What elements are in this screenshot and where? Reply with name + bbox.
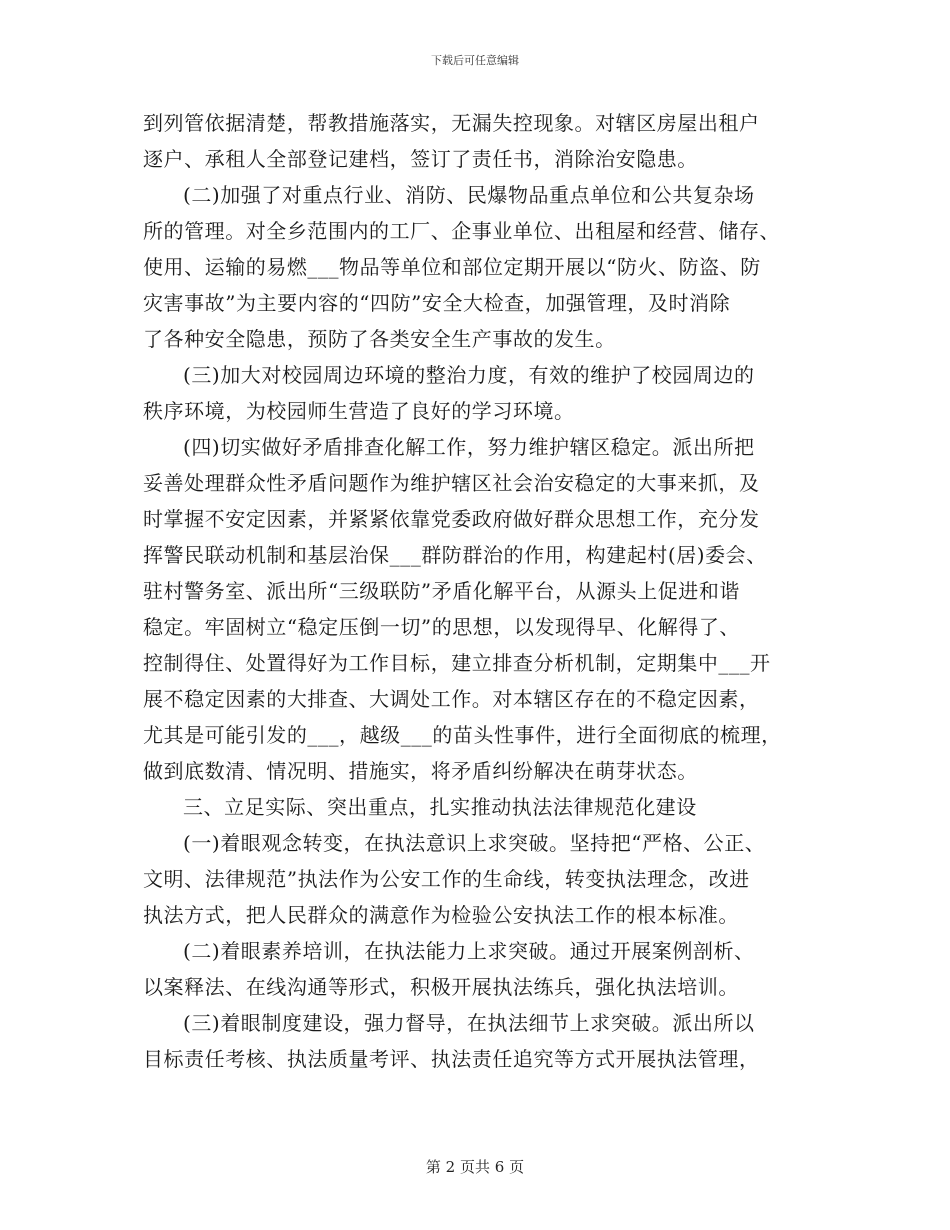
text-line: (二)加强了对重点行业、消防、民爆物品重点单位和公共复杂场 [183,183,755,207]
text-line: 逐户、承租人全部登记建档，签订了责任书，消除治安隐患。 [143,147,698,171]
text-line: 妥善处理群众性矛盾问题作为维护辖区社会治安稳定的大事来抓，及 [143,471,760,495]
text-line: 目标责任考核、执法质量考评、执法责任追究等方式开展执法管理， [143,1047,760,1071]
text-line: 挥警民联动机制和基层治保___群防群治的作用，构建起村(居)委会、 [143,543,767,567]
text-line: (三)着眼制度建设，强力督导，在执法细节上求突破。派出所以 [183,1011,755,1035]
page-header: 下载后可任意编辑 [431,54,519,67]
text-line: 到列管依据清楚，帮教措施落实，无漏失控现象。对辖区房屋出租户 [143,111,760,135]
text-line: (三)加大对校园周边环境的整治力度，有效的维护了校园周边的 [183,363,755,387]
text-line: 秩序环境，为校园师生营造了良好的学习环境。 [143,399,575,423]
text-line: 尤其是可能引发的___，越级___的苗头性事件，进行全面彻底的梳理， [143,723,782,747]
text-line: 时掌握不安定因素，并紧紧依靠党委政府做好群众思想工作，充分发 [143,507,760,531]
text-line: (四)切实做好矛盾排查化解工作，努力维护辖区稳定。派出所把 [183,435,755,459]
text-line: 驻村警务室、派出所“三级联防”矛盾化解平台，从源头上促进和谐 [143,579,740,603]
text-line: 展不稳定因素的大排查、大调处工作。对本辖区存在的不稳定因素， [143,687,760,711]
text-line: 做到底数清、情况明、措施实，将矛盾纠纷解决在萌芽状态。 [143,759,698,783]
text-line: 三、立足实际、突出重点，扎实推动执法法律规范化建设 [183,795,697,819]
text-line: 使用、运输的易燃___物品等单位和部位定期开展以“防火、防盗、防 [143,255,761,279]
text-line: 灾害事故”为主要内容的“四防”安全大检查，加强管理，及时消除 [143,291,731,315]
text-line: 文明、法律规范”执法作为公安工作的生命线，转变执法理念，改进 [143,867,750,891]
text-line: 以案释法、在线沟通等形式，积极开展执法练兵，强化执法培训。 [143,975,739,999]
text-line: 稳定。牢固树立“稳定压倒一切”的思想，以发现得早、化解得了、 [143,615,740,639]
text-line: (二)着眼素养培训，在执法能力上求突破。通过开展案例剖析、 [183,939,755,963]
page-footer: 第 2 页共 6 页 [425,1158,525,1176]
text-line: 执法方式，把人民群众的满意作为检验公安执法工作的根本标准。 [143,903,739,927]
text-line: 了各种安全隐患，预防了各类安全生产事故的发生。 [143,327,616,351]
text-line: 所的管理。对全乡范围内的工厂、企事业单位、出租屋和经营、储存、 [143,219,781,243]
document-body [143,105,815,1077]
text-line: 控制得住、处置得好为工作目标，建立排查分析机制，定期集中___开 [143,651,771,675]
text-line: (一)着眼观念转变，在执法意识上求突破。坚持把“严格、公正、 [183,831,766,855]
